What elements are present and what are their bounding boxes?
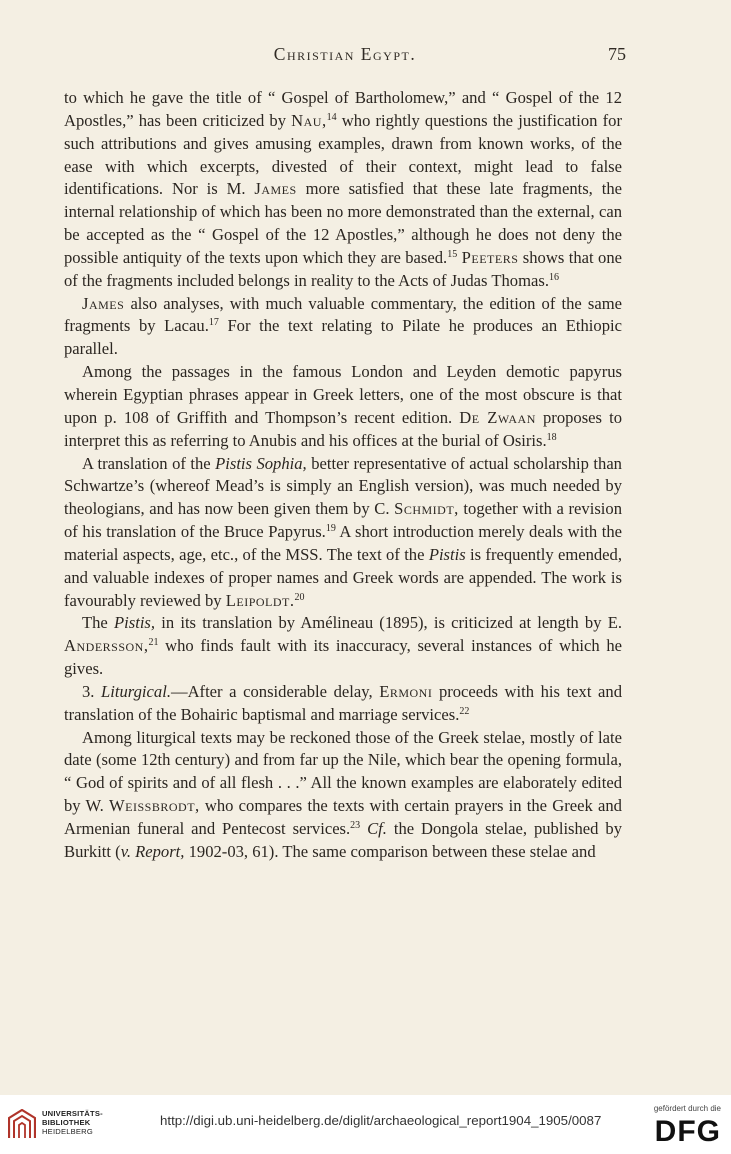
paragraph: 3. Liturgical.—After a considerable delay, Ermoni proceeds with his text and translation of the Bohairic baptismal and marriage services.$^{22}$: [64, 681, 623, 724]
footnote-ref: 23: [350, 820, 361, 831]
footnote-ref: 19: [325, 523, 336, 535]
page-number: 75: [608, 44, 626, 64]
footnote-ref: 22: [459, 705, 470, 717]
author-name: Peeters: [461, 247, 519, 267]
paragraph: Among liturgical texts may be reckoned those of the Greek stelae, mostly of late date (some 12th century) and from far up the Nile, which bear the opening formula, “ God of spirits and of all flesh . . .” All the known examples are elaborately edited by W. Weissbrodt, who compares the texts with certain prayers in the Greek and Armenian funeral and Pentecost services.$^{23}$ Cf. the Dongola stelae, published by Burkitt (v. Report, 1902-03, 61). The same comparison between these stelae and: [64, 727, 622, 861]
running-title: Christian Egypt.: [273, 44, 417, 64]
viewer-footer: [0, 1095, 731, 1154]
footnote-ref: 21: [148, 637, 159, 649]
body-text: [64, 87, 622, 864]
paragraph: James also analyses, with much valuable commentary, the edition of the same fragments by Lacau.$^{17}$ For the text relating to Pilate he produces an Ethiopic parallel.: [64, 293, 622, 359]
work-title: Pistis: [428, 544, 466, 564]
footnote-ref: 15: [447, 248, 458, 260]
footnote-ref: 18: [546, 431, 557, 443]
work-title: v. Report,: [120, 841, 185, 861]
section-heading: Liturgical.: [101, 681, 171, 701]
paragraph: The Pistis, in its translation by Amélineau (1895), is criticized at length by E. Andersson,$^{21}$ who finds fault with its inaccuracy, several instances of which he gives.: [64, 613, 622, 679]
abbreviation: Cf.: [367, 819, 387, 838]
author-name: James: [82, 293, 125, 313]
dfg-logo: DFG: [654, 1115, 721, 1148]
author-name: Leipoldt.: [225, 590, 295, 610]
library-name: UNIVERSITÄTS- BIBLIOTHEK HEIDELBERG: [42, 1109, 103, 1136]
footnote-ref: 14: [326, 111, 337, 123]
work-title: Pistis Sophia,: [215, 453, 307, 473]
paragraph: A translation of the Pistis Sophia, better representative of actual scholarship than Schwartze’s (whereof Mead’s is simply an English version), was much needed by theologians, and has now been given them by C. Schmidt, together with a revision of his translation of the Bruce Papyrus.$^{19}$ A short introduction merely deals with the material aspects, age, etc., of the MSS. The text of the Pistis is frequently emended, and valuable indexes of proper names and Greek words are appended. The work is favourably reviewed by Leipoldt.$^{20}$: [64, 453, 622, 610]
paragraph: to which he gave the title of “ Gospel of Bartholomew,” and “ Gospel of the 12 Apostles,” has been criticized by Nau,$^{14}$ who rightly questions the justification for such attributions and gives amusing examples, drawn from known works, of the ease with which excerpts, divested of their context, might lead to false identifications. Nor is M. James more satisfied that these late fragments, the internal relationship of which has been no more demonstrated than the external, can be accepted as the “ Gospel of the 12 Apostles,” although he does not deny the possible antiquity of the texts upon which they are based.$^{15}$ Peeters shows that one of the fragments included belongs in reality to the Acts of Judas Thomas.$^{16}$: [64, 88, 623, 290]
paragraph: Among the passages in the famous London and Leyden demotic papyrus wherein Egyptian phrases appear in Greek letters, one of the most obscure is that upon p. 108 of Griffith and Thompson’s recent edition. De Zwaan proposes to interpret this as referring to Anubis and his offices at the burial of Osiris.$^{18}$: [64, 362, 623, 450]
university-library-logo-icon: [8, 1109, 36, 1139]
footnote-ref: 20: [294, 591, 305, 603]
author-name: Andersson,: [64, 636, 149, 656]
work-title: Pistis,: [114, 613, 156, 633]
author-name: Ermoni: [379, 681, 433, 701]
page-header: [64, 44, 626, 68]
author-name: James: [254, 179, 297, 199]
footnote-ref: 16: [548, 271, 559, 283]
author-name: De Zwaan: [459, 407, 536, 427]
source-url-link[interactable]: http://digi.ub.uni-heidelberg.de/diglit/archaeological_report1904_1905/0087: [160, 1113, 602, 1128]
author-name: Weissbrodt,: [109, 796, 200, 816]
author-name: Schmidt,: [394, 499, 459, 519]
footnote-ref: 17: [208, 317, 219, 329]
funded-by-label: gefördert durch die: [653, 1104, 721, 1113]
author-name: Nau,: [291, 110, 327, 130]
